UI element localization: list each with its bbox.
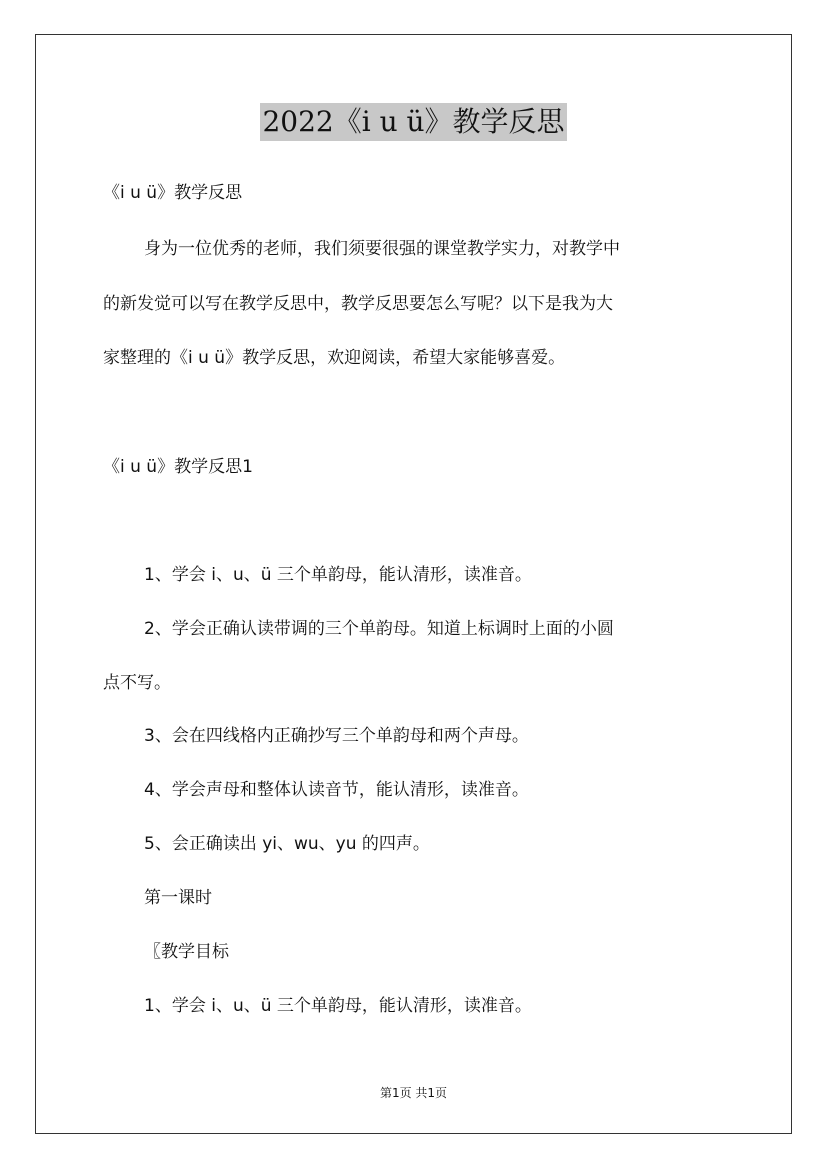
title-container	[0, 103, 827, 141]
document-title: 2022《i u ü》教学反思	[260, 103, 566, 141]
page-footer: 第1页 共1页	[379, 1086, 448, 1100]
intro-line-2: 的新发觉可以写在教学反思中，教学反思要怎么写呢？以下是我为大	[103, 294, 613, 314]
intro-line-3: 家整理的《i u ü》教学反思，欢迎阅读，希望大家能够喜爱。	[103, 348, 566, 368]
goal-3: 3、会在四线格内正确抄写三个单韵母和两个声母。	[144, 726, 529, 746]
goal-2: 2、学会正确认读带调的三个单韵母。知道上标调时上面的小圆	[144, 619, 614, 639]
goal-2-continued: 点不写。	[103, 673, 171, 693]
lesson-label: 第一课时	[144, 888, 212, 908]
section-heading: 《i u ü》教学反思1	[103, 457, 253, 477]
goal-4: 4、学会声母和整体认读音节，能认清形，读准音。	[144, 780, 529, 800]
subtitle: 《i u ü》教学反思	[103, 183, 243, 203]
goal-1: 1、学会 i、u、ü 三个单韵母，能认清形，读准音。	[144, 565, 532, 585]
objective-label: 〖教学目标	[144, 942, 229, 962]
objective-item-1: 1、学会 i、u、ü 三个单韵母，能认清形，读准音。	[144, 996, 532, 1016]
intro-line-1: 身为一位优秀的老师，我们须要很强的课堂教学实力，对教学中	[144, 239, 620, 259]
goal-5: 5、会正确读出 yi、wu、yu 的四声。	[144, 834, 430, 854]
